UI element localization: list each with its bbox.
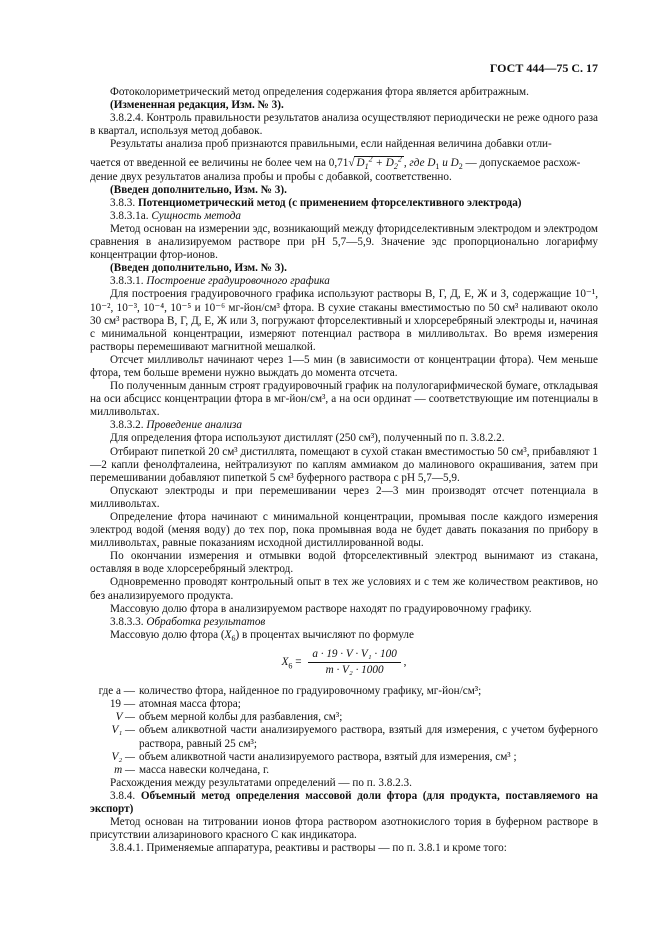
section-heading: 3.8.4. Объемный метод определения массовой доли фтора (для продукта, поставляемого на экспорт) [90, 789, 598, 815]
definition-item: V₂ — объем аликвотной части анализируемого раствора, взятый для измерения, см³ ; [111, 750, 517, 763]
subsection-heading: 3.8.3.2. Проведение анализа [110, 419, 243, 432]
definition-item: V — объем мерной колбы для разбавления, см³; [115, 711, 343, 724]
paragraph: По окончании измерения и отмывки водой фторселективный электрод вынимают из стакана, оставляя в воде хлорсеребряный электрод. [90, 550, 598, 576]
definition-item: 19 — атомная масса фтора; [109, 698, 241, 711]
paragraph: Отбирают пипеткой 20 см³ дистиллята, помещают в сухой стакан вместимостью 50 см³, прибавляют 1—2 капли фенолфталеина, нейтрализуют по каплям аммиаком до малинового окрашивания, затем при перемешивании добавляют пипеткой 5 см³ буферного раствора с рН 5,7—5,9. [90, 445, 598, 484]
paragraph: Одновременно проводят контрольный опыт в тех же условиях и с тем же количеством реактивов, но без анализируемого продукта. [90, 576, 598, 602]
paragraph: Опускают электроды и при перемешивании через 2—3 мин производят отсчет потенциала в милливольтах. [90, 484, 598, 510]
sqrt-symbol: √ [348, 157, 355, 170]
sqrt-expression: $D_1^2 + D_2^2$ [356, 154, 402, 172]
subsection-heading: 3.8.3.1а. Сущность метода [110, 209, 242, 222]
paragraph: Метод основан на измерении эдс, возникающий между фторидселективным электродом и электродом сравнения в анализируемом растворе при рН 5,7—5,9. Значение эдс пропорционально логарифму концентрации фтор-ионов. [90, 222, 598, 262]
definition-item: m — масса навески колчедана, г. [114, 763, 270, 776]
paragraph: По полученным данным строят градуировочный график на полулогарифмической бумаге, откладывая на оси абсцисс концентрации фтора в мг-йон/см³, а на оси ординат — соответствующие им потенциалы в милливольтах. [90, 380, 598, 419]
amendment-note: (Введен дополнительно, Изм. № 3). [110, 262, 287, 275]
paragraph: Отсчет милливольт начинают через 1—5 мин (в зависимости от концентрации фтора). Чем меньше фтора, тем больше времени нужно выждать до момента отсчета. [90, 353, 598, 379]
formula: $X_6$ = $\frac{\text{a · 19 · V · V₁ · 100}}{\text{m · V₂ · 1000}}$ , [281, 647, 407, 677]
paragraph: Фотоколориметрический метод определения содержания фтора является арбитражным. [110, 86, 529, 98]
definition-list [90, 685, 598, 777]
amendment-note: (Измененная редакция, Изм. № 3). [110, 99, 284, 112]
fraction-denominator: m · V₂ · 1000 [325, 664, 384, 677]
paragraph: Расхождения между результатами определений — по п. 3.8.2.3. [110, 776, 412, 789]
paragraph: Массовую долю фтора в анализируемом растворе находят по градуировочному графику. [110, 602, 532, 615]
paragraph: Результаты анализа проб признаются правильными, если найденная величина добавки отли- [110, 138, 552, 151]
amendment-note: (Введен дополнительно, Изм. № 3). [110, 183, 287, 196]
subsection-heading: 3.8.3.3. Обработка результатов [110, 615, 266, 628]
paragraph: 3.8.2.4. Контроль правильности результатов анализа осуществляют периодически не реже одного раза в квартал, используя метод добавок. [90, 112, 598, 138]
subsection-heading: 3.8.3.1. Построение градуировочного графика [110, 275, 330, 288]
fraction-numerator: a · 19 · V · V₁ · 100 [308, 648, 400, 663]
page-header: ГОСТ 444—75 С. 17 [489, 61, 598, 75]
paragraph: 3.8.4.1. Применяемые аппаратура, реактивы и растворы — по п. 3.8.1 и кроме того: [110, 842, 507, 855]
paragraph: Массовую долю фтора $(X_6)$ в процентах вычисляют по формуле [110, 628, 414, 644]
fraction [308, 648, 400, 677]
section-heading: 3.8.3. Потенциометрический метод (с применением фторселективного электрода) [110, 196, 522, 209]
document-body [90, 86, 598, 855]
paragraph: Метод основан на титровании ионов фтора раствором азотнокислого тория в буферном растворе в присутствии ализаринового красного С как индикатора. [90, 816, 598, 842]
paragraph-with-formula: чается от введенной ее величины не более чем на 0,71√ $D_1^2 + D_2^2$ , где $D_1$ и $D_2$ — допускаемое расхож- [90, 154, 581, 172]
definition-item: где a — количество фтора, найденное по градуировочному графику, мг-йон/см³; [98, 685, 482, 698]
paragraph: дение двух результатов анализа пробы и пробы с добавкой, соответственно. [90, 170, 452, 183]
paragraph: Определение фтора начинают с минимальной концентрации, промывая после каждого измерения электрод водой (меняя воду) до тех пор, пока промывная вода не будет давать показания по прибору в милливольтах, равные показаниям исходной дистиллированной воды. [90, 511, 598, 550]
definition-item: V₁ — объем аликвотной части анализируемого раствора, взятый для измерения, с учетом буферного раствора, равный 25 см³; [111, 724, 598, 750]
paragraph: Для определения фтора используют дистиллят (250 см³), полученный по п. 3.8.2.2. [110, 432, 505, 445]
paragraph: Для построения градуировочного графика используют растворы В, Г, Д, Е, Ж и З, содержащие 10⁻¹, 10⁻², 10⁻³, 10⁻⁴, 10⁻⁵ и 10⁻⁶ мг-йон/см³ фтора. В сухие стаканы вместимостью по 50 см³ наливают около 30 см³ раствора В, Г, Д, Е, Ж или З, погружают фторселективный и хлорсеребряный электроды и, начиная с минимальной концентрации, измеряют потенциал раствора в милливольтах. Во время измерения растворы перемешивают магнитной мешалкой. [90, 288, 598, 353]
